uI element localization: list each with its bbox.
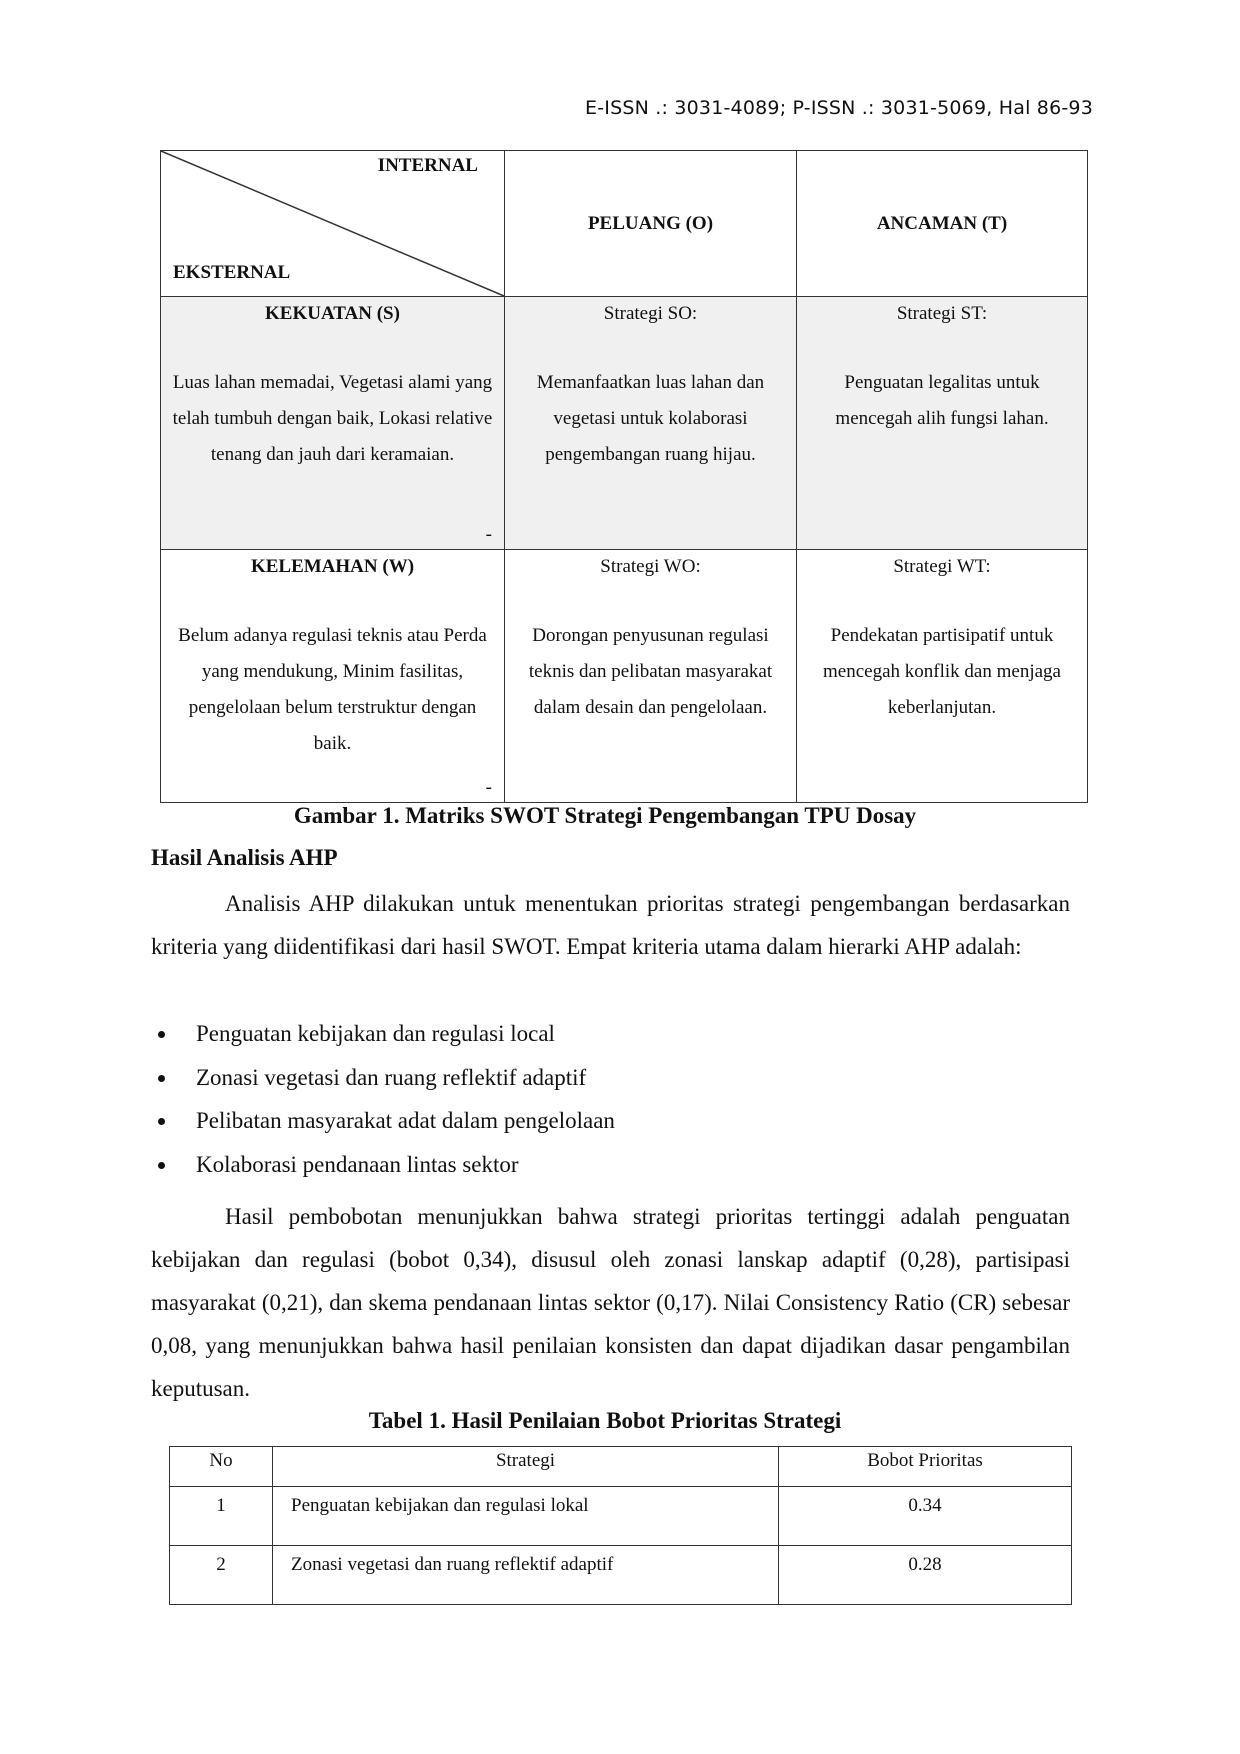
table-caption: Tabel 1. Hasil Penilaian Bobot Prioritas Strategi [368,1408,842,1433]
strategi-st-cell [797,297,1088,550]
table-row [170,1487,1072,1546]
list-item-text: Zonasi vegetasi dan ruang reflektif adaptif [196,1064,587,1090]
list-item-text: Kolaborasi pendanaan lintas sektor [196,1151,519,1177]
kekuatan-cell [161,297,505,550]
swot-matrix [160,150,1088,803]
strategi-so-title: Strategi SO: [603,303,698,324]
criteria-list [151,1012,615,1186]
cell-dash: - [485,777,492,798]
journal-header: E-ISSN .: 3031-4089; P-ISSN .: 3031-5069, Hal 86-93 [585,97,1093,119]
strategi-wo-cell [505,550,797,803]
priority-table [169,1446,1072,1605]
cell-bobot: 0.34 [779,1487,1072,1546]
list-item [151,1099,615,1143]
cell-dash: - [485,524,492,545]
kelemahan-title: KELEMAHAN (W) [250,556,415,577]
strategi-wt-cell [797,550,1088,803]
peluang-header: PELUANG (O) [505,151,797,297]
cell-no: 1 [170,1487,273,1546]
paragraph-2-text: Hasil pembobotan menunjukkan bahwa strategi prioritas tertinggi adalah penguatan kebijakan dan regulasi (bobot 0,34), disusul oleh zonasi lanskap adaptif (0,28), partisipasi masyarakat (0,21), dan skema pendanaan lintas sektor (0,17). Nilai Consistency Ratio (CR) sebesar 0,08, yang menunjukkan bahwa hasil penilaian konsisten dan dapat dijadikan dasar pengambilan keputusan. [151,1204,1070,1401]
paragraph-2 [151,1195,1070,1410]
list-item [151,1143,615,1187]
figure-caption: Gambar 1. Matriks SWOT Strategi Pengembangan TPU Dosay [293,803,917,828]
list-item-text: Penguatan kebijakan dan regulasi local [196,1021,555,1046]
section-title: Hasil Analisis AHP [151,845,338,870]
strategi-wo-body: Dorongan penyusunan regulasi teknis dan pelibatan masyarakat dalam desain dan pengelolaan. [528,625,773,718]
strategi-st-title: Strategi ST: [896,303,988,324]
eksternal-label: EKSTERNAL [173,262,291,283]
strategi-so-body: Memanfaatkan luas lahan dan vegetasi untuk kolaborasi pengembangan ruang hijau. [536,372,765,465]
kelemahan-cell [161,550,505,803]
col-header-strategi: Strategi [273,1447,779,1487]
strategi-wt-title: Strategi WT: [893,556,991,577]
internal-label: INTERNAL [377,155,478,176]
cell-strategi: Penguatan kebijakan dan regulasi lokal [273,1487,779,1546]
bullet-icon [158,1118,165,1125]
swot-corner-cell [161,151,505,297]
bullet-icon [158,1162,165,1169]
col-header-bobot: Bobot Prioritas [779,1447,1072,1487]
col-header-no: No [170,1447,273,1487]
table-header-row [170,1447,1072,1487]
strategi-so-cell [505,297,797,550]
cell-strategi: Zonasi vegetasi dan ruang reflektif adaptif [273,1546,779,1605]
paragraph-1 [151,882,1070,968]
strategi-wo-title: Strategi WO: [600,556,701,577]
bullet-icon [158,1031,165,1038]
list-item [151,1056,615,1100]
cell-bobot: 0.28 [779,1546,1072,1605]
cell-no: 2 [170,1546,273,1605]
kelemahan-body: Belum adanya regulasi teknis atau Perda yang mendukung, Minim fasilitas, pengelolaan belum terstruktur dengan baik. [178,625,487,754]
kekuatan-title: KEKUATAN (S) [265,303,400,324]
list-item [151,1012,615,1056]
table-row [170,1546,1072,1605]
list-item-text: Pelibatan masyarakat adat dalam pengelolaan [196,1108,615,1133]
paragraph-1-text: Analisis AHP dilakukan untuk menentukan prioritas strategi pengembangan berdasarkan kriteria yang diidentifikasi dari hasil SWOT. Empat kriteria utama dalam hierarki AHP adalah: [151,891,1070,959]
strategi-st-body: Penguatan legalitas untuk mencegah alih fungsi lahan. [835,372,1049,429]
ancaman-header: ANCAMAN (T) [797,151,1088,297]
strategi-wt-body: Pendekatan partisipatif untuk mencegah konflik dan menjaga keberlanjutan. [823,625,1061,718]
kekuatan-body: Luas lahan memadai, Vegetasi alami yang telah tumbuh dengan baik, Lokasi relative tenang dan jauh dari keramaian. [172,372,493,465]
bullet-icon [158,1075,165,1082]
